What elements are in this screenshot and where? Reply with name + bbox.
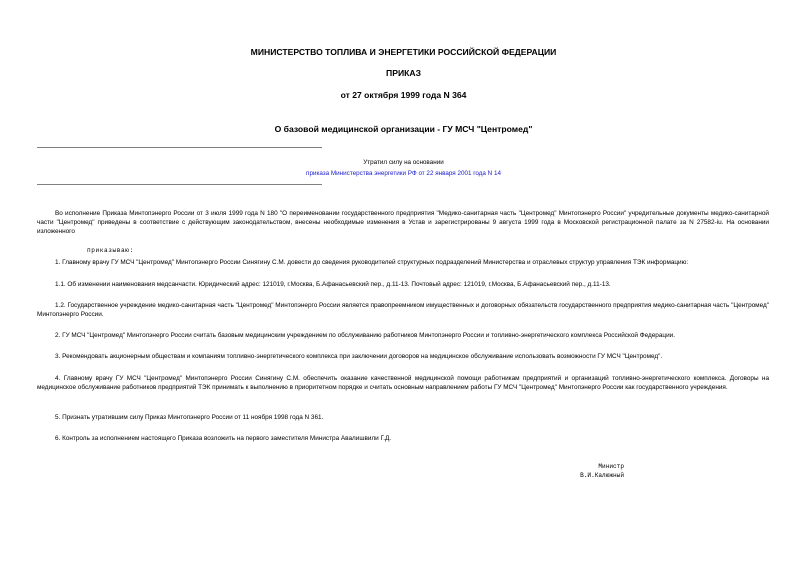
repeal-order-link[interactable]: приказа Министерства энергетики РФ от 22 января 2001 года N 14: [306, 170, 501, 177]
order-item-1-1: 1.1. Об изменении наименования медсанчасти. Юридический адрес: 121019, г.Москва, Б.Афанасьевский пер., д.11-13. Почтовый адрес: 121019, г.Москва, Б.Афанасьевский пер., д.11-13.: [55, 281, 611, 288]
document-subject: О базовой медицинской организации - ГУ МСЧ "Центромед": [274, 124, 533, 134]
ministry-heading: МИНИСТЕРСТВО ТОПЛИВА И ЭНЕРГЕТИКИ РОССИЙСКОЙ ФЕДЕРАЦИИ: [250, 47, 557, 57]
document-date: от 27 октября 1999 года N 364: [340, 90, 467, 100]
order-item-3: 3. Рекомендовать акционерным обществам и компаниям топливно-энергетического комплекса при заключении договоров на медицинское обслуживание использовать возможности ГУ МСЧ "Центромед".: [55, 353, 663, 360]
order-word: приказываю:: [87, 247, 134, 254]
status-note: Утратил силу на основании: [363, 159, 444, 166]
divider-top: [37, 147, 322, 148]
order-item-6: 6. Контроль за исполнением настоящего Приказа возложить на первого заместителя Министра Авалишвили Г.Д.: [55, 435, 392, 442]
signature-title: Министр: [598, 463, 624, 470]
order-item-1-2: 1.2. Государственное учреждение медико-санитарная часть "Центромед" Минтопэнерго России является правопреемником имущественных и договорных обязательств государственного предприятия медико-санитарная часть "Центромед" Минтопэнерго России.: [37, 302, 769, 318]
order-item-4: 4. Главному врачу ГУ МСЧ "Центромед" Минтопэнерго России Синягину С.М. обеспечить оказание качественной медицинской помощи работникам предприятий и организаций топливно-энергетического комплекса. Договоры на медицинское обслуживание работников предприятий ТЭК принимать к выполнению в приоритетном порядке и считать основным направлением работы ГУ МСЧ "Центромед" Минтопэнерго России как государственного учреждения.: [37, 375, 769, 391]
status-link-line: [0, 170, 807, 177]
divider-bottom: [37, 184, 322, 185]
document-type-heading: ПРИКАЗ: [386, 68, 421, 78]
signature-name: В.И.Калюжный: [580, 472, 624, 479]
intro-paragraph: Во исполнение Приказа Минтопэнерго России от 3 июля 1999 года N 180 "О переименовании государственного предприятия "Медико-санитарная часть "Центромед" Минтопэнерго России" учредительные документы медико-санитарной части "Центромед" приведены в соответствие с действующим законодательством, внесены необходимые изменения в Устав и зарегистрированы 9 августа 1999 года в Московской регистрационной палате за N 27582-iu. На основании изложенного: [37, 210, 769, 235]
order-item-1: 1. Главному врачу ГУ МСЧ "Центромед" Минтопэнерго России Синягину С.М. довести до сведения руководителей структурных подразделений Министерства и отраслевых структур управления ТЭК информацию:: [55, 259, 689, 266]
order-item-2: 2. ГУ МСЧ "Центромед" Минтопэнерго России считать базовым медицинским учреждением по обслуживанию работников Минтопэнерго России и топливно-энергетического комплекса Российской Федерации.: [55, 332, 675, 339]
order-item-5: 5. Признать утратившим силу Приказ Минтопэнерго России от 11 ноября 1998 года N 361.: [55, 414, 324, 421]
